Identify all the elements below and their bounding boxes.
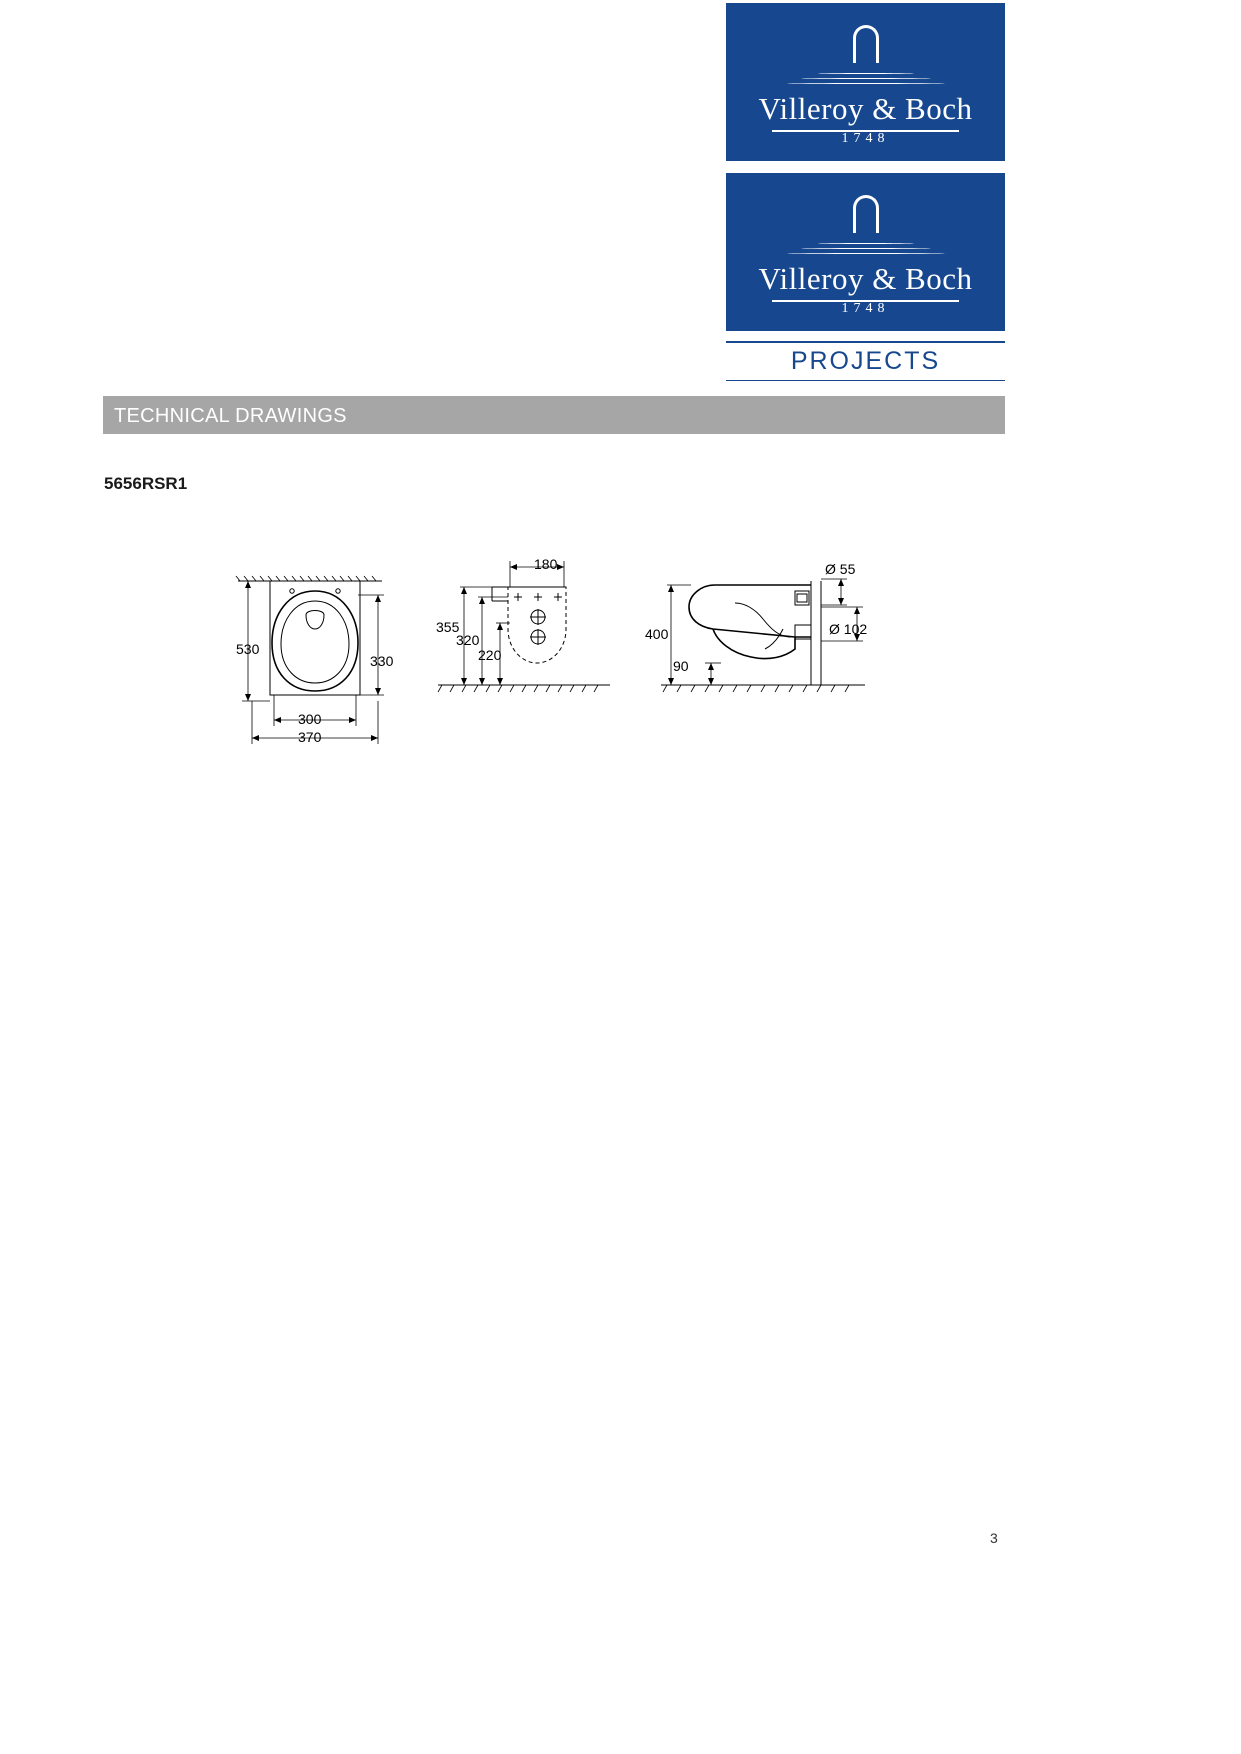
villeroy-boch-logo-bottom (726, 173, 1005, 331)
dim-label-300: 300 (298, 711, 322, 727)
drawing-front-view (430, 545, 630, 745)
dim-label-400: 400 (645, 626, 669, 642)
article-number: 5656RSR1 (104, 474, 188, 493)
wave-lines-icon (726, 239, 1005, 261)
logo-year: 1748 (841, 301, 890, 316)
dim-label-530: 530 (236, 641, 260, 657)
dim-label-diameter-102: Ø 102 (829, 621, 868, 637)
projects-band (726, 341, 1005, 381)
logo-year: 1748 (841, 131, 890, 146)
dim-label-90: 90 (673, 658, 689, 674)
page-number: 3 (990, 1530, 998, 1546)
section-title: TECHNICAL DRAWINGS (114, 405, 347, 427)
side-view-svg (645, 545, 895, 745)
dim-label-diameter-55: Ø 55 (825, 561, 856, 577)
projects-label: PROJECTS (790, 347, 941, 375)
dim-label-330: 330 (370, 653, 394, 669)
arch-logo-icon (726, 25, 1005, 75)
dim-label-180: 180 (534, 556, 558, 572)
technical-drawings-group (0, 545, 1241, 795)
wave-lines-icon (726, 69, 1005, 91)
dim-label-220: 220 (478, 647, 502, 663)
logo-wordmark: Villeroy & Boch (758, 261, 973, 296)
projects-bottom-rule (726, 380, 1005, 381)
drawing-top-view (230, 545, 420, 775)
villeroy-boch-logo-top (726, 3, 1005, 161)
dim-label-370: 370 (298, 729, 322, 745)
logo-wordmark: Villeroy & Boch (758, 91, 973, 126)
dim-label-320: 320 (456, 632, 480, 648)
drawing-side-view (645, 545, 895, 745)
dim-label-355: 355 (436, 619, 460, 635)
arch-logo-icon (726, 195, 1005, 245)
projects-top-rule (726, 341, 1005, 343)
section-header-bar (103, 396, 1005, 434)
